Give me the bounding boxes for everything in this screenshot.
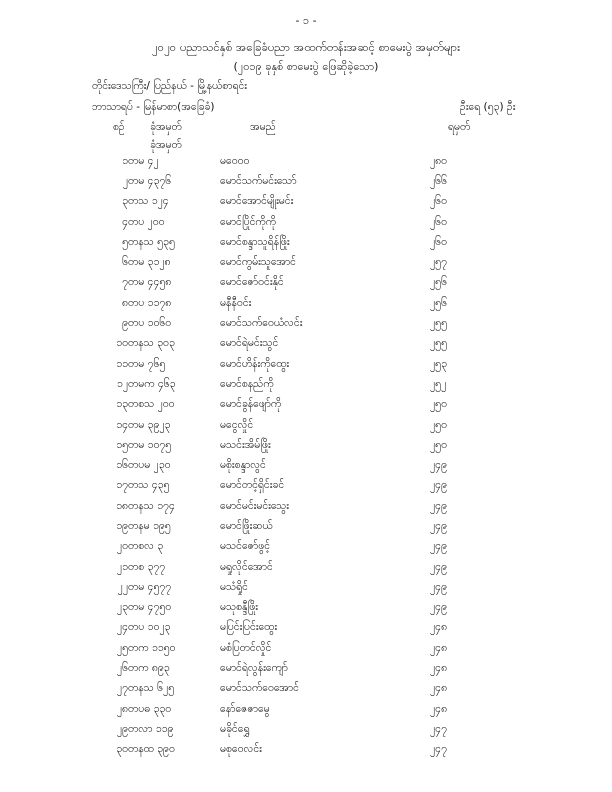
row-number: ၉: [122, 317, 128, 330]
row-roll-number: တမ ၄၅၇၇: [128, 580, 172, 593]
row-score: ၂၄၉: [430, 519, 447, 532]
row-score: ၂၅၆: [430, 276, 447, 289]
row-roll-number: တမ ၄၂: [128, 154, 159, 167]
row-number: ၂၁: [116, 560, 128, 573]
row-name: မငွေလှိုင်: [220, 418, 254, 431]
row-number: ၇: [122, 276, 128, 289]
row-number: ၈: [122, 296, 128, 309]
header-no: စဉ်: [113, 121, 125, 133]
row-number: ၁၅: [116, 438, 128, 451]
table-row: [0, 700, 470, 720]
row-roll-number: တလာ ၁၁၉: [128, 722, 174, 735]
row-roll-number: တမ ၄၄၅၈: [128, 276, 172, 289]
row-score: ၂၄၈: [430, 702, 448, 715]
row-score: ၂၄၉: [430, 479, 447, 492]
row-number: ၁၇: [116, 479, 128, 492]
row-name: မောင်ဖြိုးဆယ်: [220, 519, 273, 532]
row-score: ၂၄၉: [430, 560, 447, 573]
table-row: [0, 314, 470, 334]
row-roll-number: တစသ ၂၀၀: [128, 398, 175, 411]
row-name: မသုစန္ဒီဖြိုး: [220, 601, 258, 614]
table-row: [0, 456, 470, 476]
row-score: ၂၄၈: [430, 621, 448, 634]
row-score: ၂၅၆: [430, 296, 447, 309]
row-score: ၂၆၆: [430, 174, 447, 187]
results-table: [0, 152, 470, 761]
row-roll-number: တမ ၃၉၂၃: [128, 418, 171, 431]
results-table-body: [0, 152, 470, 761]
table-row: [0, 599, 470, 619]
row-number: ၁၂: [116, 377, 128, 390]
table-row: [0, 152, 470, 172]
row-name: မသံရှိုင်: [220, 580, 249, 593]
row-roll-number: တနသ ၁၇၄: [128, 499, 175, 512]
row-score: ၂၅၅: [430, 337, 447, 350]
table-row: [0, 253, 470, 273]
row-name: နော်ဇေဇာမွေ: [220, 702, 270, 715]
row-number: ၂၇: [116, 682, 128, 695]
row-name: မသင်းအိမ်ဖြိုး: [220, 438, 271, 451]
row-roll-number: တမ ၇၆၅: [128, 357, 166, 370]
row-number: ၁၈: [116, 499, 128, 512]
row-name: မောင်သက်မင်းသော်: [220, 174, 297, 187]
table-row: [0, 578, 470, 598]
row-score: ၂၆၀: [430, 235, 447, 248]
row-roll-number: တနသ ၆၂၅: [128, 682, 175, 695]
row-name: မောင်စန္ဒာသူရိန်ဖြိုး: [220, 235, 290, 248]
row-roll-number: တမ ၄၃၇၆: [128, 174, 172, 187]
row-score: ၂၄၉: [430, 601, 447, 614]
row-score: ၂၄၉: [430, 499, 447, 512]
row-roll-number: တနသ ၅၃၅: [128, 235, 175, 248]
row-number: ၁၄: [116, 418, 128, 431]
row-roll-number: တပ ၁၀၆၀: [128, 317, 172, 330]
row-number: ၁၀: [116, 337, 128, 350]
table-row: [0, 274, 470, 294]
row-number: ၁: [122, 154, 128, 167]
row-roll-number: တစလ ၃: [128, 540, 164, 553]
row-name: မောင်သက်ဝေအောင်: [220, 682, 299, 695]
row-number: ၁၆: [116, 459, 128, 472]
table-row: [0, 639, 470, 659]
row-number: ၄: [122, 215, 128, 228]
row-score: ၂၅၅: [430, 317, 447, 330]
table-row: [0, 558, 470, 578]
row-number: ၃၀: [116, 743, 128, 756]
row-roll-number: တမ ၃၁၂၈: [128, 256, 171, 269]
row-roll-number: တပ ၁၁၇၈: [128, 296, 172, 309]
subject-line: ဘာသာရပ် - မြန်မာစာ(အခြေခံ): [92, 101, 215, 113]
row-number: ၂၄: [116, 621, 128, 634]
row-number: ၂၆: [116, 662, 128, 675]
table-row: [0, 396, 470, 416]
row-roll-number: တမ ၁၀၇၅: [128, 438, 172, 451]
document-title: ၂၀၂၀ ပညာသင်နှစ် အခြေခံပညာ အထက်တန်းအဆင့် စာမေးပွဲ အမှတ်များ: [151, 40, 461, 54]
table-row: [0, 741, 470, 761]
row-name: မဝေ၀၀: [220, 154, 250, 167]
table-row: [0, 375, 470, 395]
row-score: ၂၅၂: [430, 377, 447, 390]
row-roll-number: တက ၁၁၅၀: [128, 641, 176, 654]
table-row: [0, 497, 470, 517]
row-name: မသင်ဇော်ဖွင့်: [220, 540, 271, 553]
row-number: ၁၉: [116, 519, 128, 532]
row-number: ၂၈: [116, 702, 128, 715]
row-score: ၂၄၇: [430, 743, 447, 756]
row-roll-number: တမ ၄၇၅၀: [128, 601, 172, 614]
row-name: မပြင်းပြင်းထွေး: [220, 621, 278, 634]
row-roll-number: တသ ၄၃၅: [128, 479, 170, 492]
row-score: ၂၄၈: [430, 682, 448, 695]
row-name: မောင်ဇော်ဝင်းနိုင်: [220, 276, 284, 289]
row-name: မရှုလိုင်အောင်: [220, 560, 273, 573]
row-name: မောင်ရဲမင်းသွင်: [220, 337, 279, 350]
row-number: ၅: [122, 235, 128, 248]
header-roll-line2: ခုံအမှတ်: [150, 139, 182, 151]
row-name: မောင်မင်းမင်းသွေး: [220, 499, 289, 512]
row-name: မခိုင်ရွှေ: [220, 722, 250, 735]
row-score: ၂၄၇: [430, 722, 447, 735]
row-score: ၂၅၃: [430, 357, 447, 370]
region-line: တိုင်းဒေသကြီး/ ပြည်နယ် - မြို့နယ်စာရင်း: [92, 80, 247, 92]
row-number: ၂၉: [116, 722, 128, 735]
row-name: မောင်တင့်ရှိင်းခင်: [220, 479, 285, 492]
table-row: [0, 233, 470, 253]
row-roll-number: တသ ၁၂၄: [128, 195, 169, 208]
table-row: [0, 680, 470, 700]
row-name: မောင်အောင်မျိုးမင်း: [220, 195, 294, 208]
header-roll: ခုံအမှတ်: [150, 121, 182, 133]
row-number: ၂၅: [116, 641, 128, 654]
row-name: မောင်ပြိုင်ကိုကို: [220, 215, 276, 228]
row-roll-number: တနသ ၃၀၃: [128, 337, 175, 350]
row-name: မောင်စနည်ကို: [220, 377, 274, 390]
row-score: ၂၄၈: [430, 641, 448, 654]
row-name: မစိုးစန္ဒာလွင်: [220, 459, 266, 472]
table-row: [0, 538, 470, 558]
row-number: ၂၀: [116, 540, 128, 553]
row-score: ၂၆၀: [430, 215, 447, 228]
table-row: [0, 193, 470, 213]
table-row: [0, 619, 470, 639]
row-number: ၂၂: [117, 580, 128, 593]
row-roll-number: တစ ၃၇၇: [128, 560, 166, 573]
header-name: အမည်: [250, 121, 276, 133]
row-roll-number: တနထ ၃၉၀: [128, 743, 175, 756]
row-name: မောင်ဟိန်းကိုထွေး: [220, 357, 290, 370]
row-roll-number: တမက ၄၆၃: [128, 377, 176, 390]
row-number: ၂: [122, 174, 128, 187]
page-number: - ၁ -: [295, 14, 317, 27]
row-score: ၂၈၀: [430, 154, 448, 167]
row-name: မောင်ရဲလွန်းကျော်: [220, 662, 288, 675]
row-number: ၃: [122, 195, 128, 208]
row-score: ၂၄၈: [430, 662, 448, 675]
table-row: [0, 294, 470, 314]
row-score: ၂၅၇: [430, 256, 447, 269]
row-number: ၆: [122, 256, 128, 269]
document-subtitle: (၂၀၁၉ ခုနှစ် စာမေးပွဲ ဖြေဆိုခဲ့သော): [233, 60, 379, 73]
row-name: မစံပြတင်လှိုင်: [220, 641, 272, 654]
candidate-count: ဦးရေ (၅၃) ဦး: [460, 101, 516, 113]
table-row: [0, 355, 470, 375]
row-score: ၂၅၀: [430, 398, 447, 411]
table-row: [0, 720, 470, 740]
header-score: ရမှတ်: [448, 121, 471, 133]
row-roll-number: တနမ ၁၉၅: [128, 519, 171, 532]
table-row: [0, 517, 470, 537]
table-row: [0, 477, 470, 497]
row-score: ၂၆၀: [430, 195, 447, 208]
table-row: [0, 659, 470, 679]
row-number: ၂၃: [116, 601, 128, 614]
row-roll-number: တပမ ၂၃၀: [128, 459, 171, 472]
row-name: မစုဝေလင်း: [220, 743, 262, 756]
row-name: မောင်ခွန်ဖျော်ကို: [220, 398, 282, 411]
row-name: မောင်သက်ဝေယံလင်း: [220, 317, 303, 330]
row-score: ၂၄၉: [430, 540, 447, 553]
row-roll-number: တက ၈၉၃: [128, 662, 170, 675]
table-row: [0, 172, 470, 192]
row-number: ၁၁: [116, 357, 128, 370]
row-score: ၂၅၀: [430, 438, 447, 451]
table-row: [0, 416, 470, 436]
row-roll-number: တပဓ ၃၃၀: [128, 702, 172, 715]
table-row: [0, 436, 470, 456]
row-roll-number: တပ ၁၀၂၃: [128, 621, 171, 634]
row-score: ၂၄၉: [430, 459, 447, 472]
table-row: [0, 213, 470, 233]
row-name: မနီနီဝင်း: [220, 296, 252, 309]
row-score: ၂၅၀: [430, 418, 447, 431]
table-row: [0, 335, 470, 355]
row-roll-number: တပ ၂၀၀: [128, 215, 165, 228]
row-name: မောင်ကွမ်းသူအောင်: [220, 256, 297, 269]
row-number: ၁၃: [116, 398, 128, 411]
row-score: ၂၄၉: [430, 580, 447, 593]
